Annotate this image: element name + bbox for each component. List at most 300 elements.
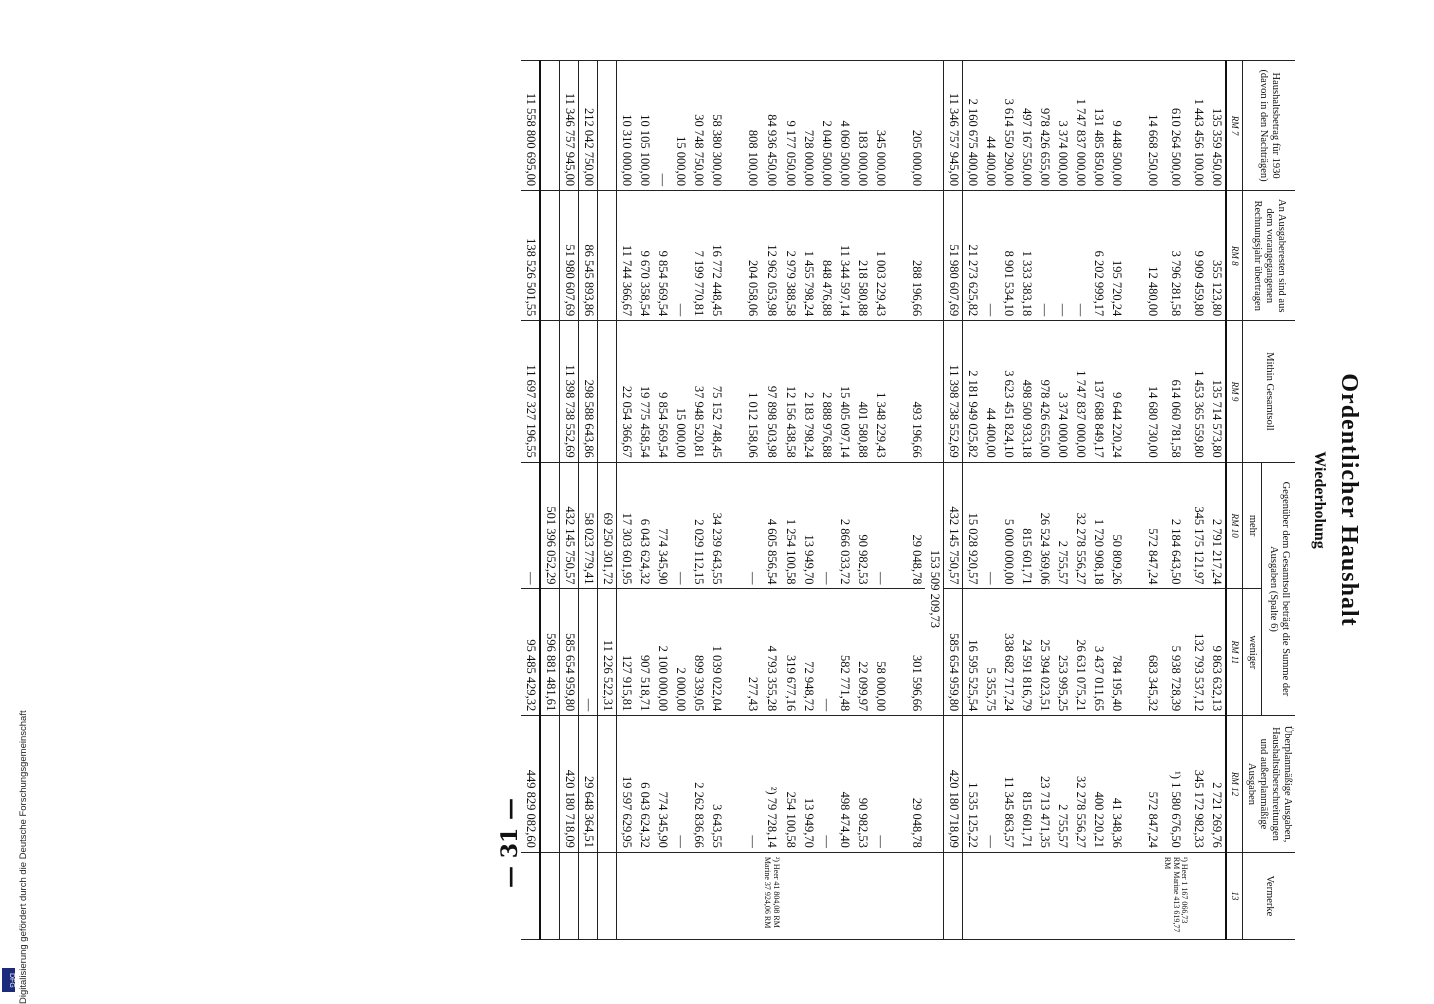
cell-c10: — [817,462,835,589]
cell-c7: 131 485 850,00 [1089,61,1107,191]
cell-c13: ¹) Heer 1 167 066,73 RM Marine 413 619,77 RM [1161,852,1189,939]
cell-c7: 135 359 450,00 [1207,61,1226,191]
cell-c8 [889,191,907,321]
sum4-c8: 51 980 607,69 [560,191,579,321]
unit-c13: 13 [1226,852,1242,939]
sum4-c10: 432 145 750,57 [560,462,579,589]
cell-c11: 72 948,72 [799,589,817,716]
table-sums [521,61,617,940]
total-c7: 11 558 800 695,00 [521,61,540,191]
cell-c8: — [981,191,999,321]
cell-c10: 17 303 601,95 [617,462,636,589]
cell-c8: — [1053,191,1071,321]
sum5-c11: 596 881 481,61 [540,589,560,716]
cell-c11: 2 000,00 [671,589,689,716]
cell-c9: 15 000,00 [671,321,689,462]
table-body-2 [617,61,925,940]
cell-c10: 774 345,90 [653,462,671,589]
cell-c13 [635,852,653,939]
cell-c10: 29 048,78 [907,462,925,589]
cell-c9 [1125,321,1143,462]
cell-c12: 11 345 863,57 [999,716,1017,853]
cell-c13 [981,852,999,939]
cell-c9: 135 714 573,80 [1207,321,1226,462]
cell-c11: 58 000,00 [871,589,889,716]
cell-c9: 75 152 748,45 [707,321,725,462]
budget-table [521,60,1295,940]
cell-c9: 9 644 220,24 [1107,321,1125,462]
cell-c9: 19 775 458,54 [635,321,653,462]
cell-c11: 582 771,48 [835,589,853,716]
cell-c10: 815 601,71 [1017,462,1035,589]
cell-c9 [889,321,907,462]
cell-c13 [707,852,725,939]
cell-c13 [817,852,835,939]
cell-c7 [889,61,907,191]
header-c11: weniger [1242,589,1262,716]
cell-c7: 183 000,00 [853,61,871,191]
cell-c8: 8 901 534,10 [999,191,1017,321]
cell-c12: 345 172 982,33 [1189,716,1207,853]
total-c12: 449 829 082,60 [521,716,540,853]
cell-c10 [1125,462,1143,589]
cell-c10: — [871,462,889,589]
cell-c13 [1071,852,1089,939]
page-subtitle: Wiederholung [1311,451,1328,549]
cell-c8: 9 854 569,54 [653,191,671,321]
sum4-c12: 420 180 718,09 [560,716,579,853]
cell-c9: 37 948 520,81 [689,321,707,462]
table-row [981,61,999,940]
cell-c8: 288 196,66 [907,191,925,321]
cell-c7: 84 936 450,00 [761,61,781,191]
cell-c13 [853,852,871,939]
table-sum-1 [925,61,963,940]
cell-c7: 345 000,00 [871,61,889,191]
cell-c11: 3 437 011,65 [1089,589,1107,716]
cell-c13 [725,852,743,939]
cell-c10: — [743,462,761,589]
cell-c11: 899 339,05 [689,589,707,716]
cell-c13 [617,852,636,939]
table-row [799,61,817,940]
cell-c11: 24 591 816,79 [1017,589,1035,716]
cell-c11: 22 099,97 [853,589,871,716]
cell-c13 [1189,852,1207,939]
sum4-c7: 11 346 757 945,00 [560,61,579,191]
total-c9: 11 697 327 196,55 [521,321,540,462]
cell-c9: 15 405 097,14 [835,321,853,462]
table-row [707,61,725,940]
cell-c12: 19 597 629,95 [617,716,636,853]
cell-c12: 32 278 556,27 [1071,716,1089,853]
cell-c13 [835,852,853,939]
table-row [963,61,982,940]
cell-c8: 204 058,06 [743,191,761,321]
cell-c9: 97 898 503,98 [761,321,781,462]
cell-c12: 774 345,90 [653,716,671,853]
table-row [1125,61,1143,940]
table-row [1071,61,1089,940]
cell-c11: 2 100 000,00 [653,589,671,716]
cell-c7: 3 374 000,00 [1053,61,1071,191]
cell-c7: 9 177 050,00 [781,61,799,191]
cell-c9: 137 688 849,17 [1089,321,1107,462]
cell-c9: 2 888 976,88 [817,321,835,462]
cell-c11: — [817,589,835,716]
table-row [781,61,799,940]
table-body-1 [963,61,1227,940]
cell-c13 [1125,852,1143,939]
cell-c13 [871,852,889,939]
table-row [1161,61,1189,940]
cell-c10: 13 949,70 [799,462,817,589]
cell-c8: 1 333 383,18 [1017,191,1035,321]
total-c11: 95 485 429,32 [521,589,540,716]
cell-c7: 3 614 550 290,00 [999,61,1017,191]
cell-c10: 90 982,53 [853,462,871,589]
cell-c7: 4 060 500,00 [835,61,853,191]
rotated-page-content [110,50,1370,950]
cell-c7: 1 443 456 100,00 [1189,61,1207,191]
cell-c8: 12 962 053,98 [761,191,781,321]
cell-c12: 400 220,21 [1089,716,1107,853]
cell-c8: 7 199 770,81 [689,191,707,321]
cell-c9: 2 181 949 025,82 [963,321,982,462]
cell-c7: 610 264 500,00 [1161,61,1189,191]
table-row [671,61,689,940]
header-c10-11: Gegenüber dem Gesamtsoll beträgt die Summe der Ausgaben (Spalte 6) [1262,462,1295,715]
page-number: — 31 — [496,798,523,888]
cell-c9 [725,321,743,462]
cell-c8 [1125,191,1143,321]
header-c13: Vermerke [1242,852,1295,939]
cell-c12: 23 713 471,35 [1035,716,1053,853]
cell-c8: — [1035,191,1053,321]
cell-c13 [999,852,1017,939]
cell-c8: 9 909 459,80 [1189,191,1207,321]
cell-c11: 338 682 717,24 [999,589,1017,716]
cell-c13 [907,852,925,939]
cell-c11: 253 995,25 [1053,589,1071,716]
cell-c7 [1125,61,1143,191]
cell-c10: 32 278 556,27 [1071,462,1089,589]
cell-c9: 498 500 933,18 [1017,321,1035,462]
cell-c11: 319 677,16 [781,589,799,716]
table-row [725,61,743,940]
cell-c9: 614 060 781,58 [1161,321,1189,462]
cell-c11: 301 596,66 [907,589,925,716]
table-row [853,61,871,940]
cell-c11: 5 355,75 [981,589,999,716]
table-row [889,61,907,940]
cell-c8: 2 979 388,58 [781,191,799,321]
cell-c13 [799,852,817,939]
cell-c10: 2 866 033,72 [835,462,853,589]
cell-c10: — [671,462,689,589]
cell-c11 [889,589,907,716]
cell-c12: 254 100,58 [781,716,799,853]
cell-c10: 34 239 643,55 [707,462,725,589]
cell-c7: 728 000,00 [799,61,817,191]
unit-c11: RM 11 [1226,589,1242,716]
cell-c11: 26 631 075,21 [1071,589,1089,716]
cell-c12 [725,716,743,853]
sum1-c9: 11 398 738 552,69 [944,321,963,462]
cell-c12: — [671,716,689,853]
cell-c13 [1017,852,1035,939]
cell-c8: 11 344 597,14 [835,191,853,321]
cell-c7: — [653,61,671,191]
cell-c10: 2 791 217,24 [1207,462,1226,589]
cell-c11: 132 793 537,12 [1189,589,1207,716]
cell-c8: 6 202 999,17 [1089,191,1107,321]
cell-c12: 29 048,78 [907,716,925,853]
cell-c10: 1 254 100,58 [781,462,799,589]
cell-c12: — [871,716,889,853]
cell-c11: 683 345,32 [1143,589,1161,716]
cell-c10: — [981,462,999,589]
cell-c12: 498 474,40 [835,716,853,853]
cell-c7: 10 310 000,00 [617,61,636,191]
table-row [999,61,1017,940]
credit-text: Digitalisierung gefördert durch die Deutsche Forschungsgemeinschaft [18,710,29,1004]
cell-c13 [1143,852,1161,939]
table-row [1107,61,1125,940]
sum3-c9: 298 588 643,86 [579,321,598,462]
cell-c9: 22 054 366,67 [617,321,636,462]
cell-c8: 1 455 798,24 [799,191,817,321]
cell-c12: 1 535 125,22 [963,716,982,853]
cell-c10: 5 000 000,00 [999,462,1017,589]
cell-c7: 9 448 500,00 [1107,61,1125,191]
cell-c12: — [981,716,999,853]
cell-c10: 4 605 856,54 [761,462,781,589]
cell-c9: 2 183 798,24 [799,321,817,462]
unit-c10: RM 10 [1226,462,1242,589]
total-c10: — [521,462,540,589]
table-row [817,61,835,940]
sum1-c7: 11 346 757 945,00 [944,61,963,191]
cell-c13 [1035,852,1053,939]
cell-c9: 44 400,00 [981,321,999,462]
cell-c10 [889,462,907,589]
cell-c12: 41 348,36 [1107,716,1125,853]
cell-c11: 9 863 632,13 [1207,589,1226,716]
total-c8: 138 526 501,55 [521,191,540,321]
cell-c10: 2 184 643,50 [1161,462,1189,589]
cell-c12: 6 043 624,32 [635,716,653,853]
table-row [1189,61,1207,940]
cell-c10: 50 809,26 [1107,462,1125,589]
sum1-c12: 420 180 718,09 [944,716,963,853]
cell-c10: 6 043 624,32 [635,462,653,589]
cell-c10: 2 029 112,15 [689,462,707,589]
sum2-c10: 69 250 301,72 [598,462,617,589]
cell-c11: 127 915,81 [617,589,636,716]
cell-c10: 345 175 121,97 [1189,462,1207,589]
cell-c7: 2 040 500,00 [817,61,835,191]
cell-c13 [889,852,907,939]
cell-c13 [1207,852,1226,939]
unit-c9: RM 9 [1226,321,1242,462]
cell-c12: 2 755,57 [1053,716,1071,853]
cell-c12: ¹) 1 580 676,50 [1161,716,1189,853]
cell-c8: 195 720,24 [1107,191,1125,321]
sum4-c11: 585 654 959,80 [560,589,579,716]
cell-c11: 1 039 022,04 [707,589,725,716]
cell-c13 [671,852,689,939]
cell-c12: — [817,716,835,853]
table-row [617,61,636,940]
cell-c8: 9 670 358,54 [635,191,653,321]
dfg-logo: DFG [2,968,15,992]
sum1-c8: 51 980 607,69 [944,191,963,321]
sum3-c8: 86 545 893,86 [579,191,598,321]
cell-c9: 978 426 655,00 [1035,321,1053,462]
cell-c11: 784 195,40 [1107,589,1125,716]
cell-c9: 1 747 837 000,00 [1071,321,1089,462]
table-row [761,61,781,940]
cell-c8: 1 003 229,43 [871,191,889,321]
table-row [689,61,707,940]
cell-c12: ²) 79 728,14 [761,716,781,853]
cell-c7: 808 100,00 [743,61,761,191]
cell-c10: 2 755,57 [1053,462,1071,589]
cell-c7: 10 105 100,00 [635,61,653,191]
sum1-net: 153 509 209,73 [925,462,944,715]
table-row [743,61,761,940]
cell-c7: 30 748 750,00 [689,61,707,191]
cell-c11 [1125,589,1143,716]
cell-c8: — [671,191,689,321]
cell-c12: 815 601,71 [1017,716,1035,853]
cell-c7: 58 380 300,00 [707,61,725,191]
cell-c9: 3 374 000,00 [1053,321,1071,462]
cell-c8: 11 744 366,67 [617,191,636,321]
cell-c7: 1 747 837 000,00 [1071,61,1089,191]
sum3-c7: 212 042 750,00 [579,61,598,191]
cell-c12: 2 262 836,66 [689,716,707,853]
cell-c10: 1 720 908,18 [1089,462,1107,589]
page-title: Ordentlicher Haushalt [1336,373,1362,627]
sum3-c10: 58 023 779,41 [579,462,598,589]
cell-c13: ²) Heer 41 804,08 RM Marine 37 924,06 RM [761,852,781,939]
cell-c8: — [1071,191,1089,321]
table-row [871,61,889,940]
cell-c7: 2 160 675 400,00 [963,61,982,191]
cell-c12: — [743,716,761,853]
cell-c12 [889,716,907,853]
sum1-c10: 432 145 750,57 [944,462,963,589]
cell-c7: 15 000,00 [671,61,689,191]
sum5-c10: 501 396 052,29 [540,462,560,589]
cell-c13 [653,852,671,939]
cell-c9: 1 348 229,43 [871,321,889,462]
cell-c10: 15 028 920,57 [963,462,982,589]
cell-c10: 26 524 369,06 [1035,462,1053,589]
cell-c12: 3 643,55 [707,716,725,853]
sum1-c11: 585 654 959,80 [944,589,963,716]
cell-c12: 572 847,24 [1143,716,1161,853]
cell-c8 [725,191,743,321]
cell-c11: 5 938 728,39 [1161,589,1189,716]
sum3-c11: — [579,589,598,716]
header-c12: Überplanmäßige Ausgaben, Haushaltsüberschreitungen und außerplanmäßige Ausgaben [1242,716,1295,853]
cell-c13 [781,852,799,939]
table-row [1143,61,1161,940]
cell-c8: 848 476,88 [817,191,835,321]
cell-c13 [1053,852,1071,939]
cell-c9: 1 453 365 559,80 [1189,321,1207,462]
sum3-c12: 29 648 364,51 [579,716,598,853]
header-c9: Mithin Gesamtsoll [1242,321,1295,462]
table-row [1035,61,1053,940]
cell-c12: 90 982,53 [853,716,871,853]
sum4-c9: 11 398 738 552,69 [560,321,579,462]
header-c8: An Ausgaberesten sind aus dem vorangegangenen Rechnungsjahr übertragen [1242,191,1295,321]
cell-c8: 355 123,80 [1207,191,1226,321]
cell-c9: 12 156 438,58 [781,321,799,462]
table-row [635,61,653,940]
cell-c13 [689,852,707,939]
digitization-credit [2,608,29,1004]
cell-c11: 16 595 525,54 [963,589,982,716]
cell-c7: 14 668 250,00 [1143,61,1161,191]
cell-c12: 13 949,70 [799,716,817,853]
cell-c9: 401 580,88 [853,321,871,462]
cell-c9: 3 623 451 824,10 [999,321,1017,462]
cell-c9: 1 012 158,06 [743,321,761,462]
cell-c13 [1089,852,1107,939]
cell-c7: 978 426 655,00 [1035,61,1053,191]
unit-c8: RM 8 [1226,191,1242,321]
cell-c9: 9 854 569,54 [653,321,671,462]
table-row [1017,61,1035,940]
cell-c8: 16 772 448,45 [707,191,725,321]
cell-c8: 21 273 625,82 [963,191,982,321]
unit-c12: RM 12 [1226,716,1242,853]
cell-c8: 218 580,88 [853,191,871,321]
cell-c8: 12 480,00 [1143,191,1161,321]
cell-c8: 3 796 281,58 [1161,191,1189,321]
cell-c11: 25 394 023,51 [1035,589,1053,716]
table-row [1089,61,1107,940]
cell-c11: 907 518,71 [635,589,653,716]
cell-c7: 44 400,00 [981,61,999,191]
cell-c11: 277,43 [743,589,761,716]
cell-c13 [743,852,761,939]
table-row [907,61,925,940]
cell-c13 [963,852,982,939]
cell-c9: 14 680 730,00 [1143,321,1161,462]
cell-c11: 4 793 355,28 [761,589,781,716]
cell-c13 [1107,852,1125,939]
cell-c10 [725,462,743,589]
cell-c7: 205 000,00 [907,61,925,191]
cell-c7 [725,61,743,191]
cell-c7: 497 167 550,00 [1017,61,1035,191]
cell-c10: 572 847,24 [1143,462,1161,589]
cell-c12: 2 721 269,76 [1207,716,1226,853]
cell-c9: 493 196,66 [907,321,925,462]
header-c10: mehr [1242,462,1262,589]
table-row [835,61,853,940]
table-row [653,61,671,940]
header-c7: Haushaltsbetrag für 1930 (davon in den Nachträgen) [1242,61,1295,191]
table-row [1207,61,1226,940]
cell-c11 [725,589,743,716]
